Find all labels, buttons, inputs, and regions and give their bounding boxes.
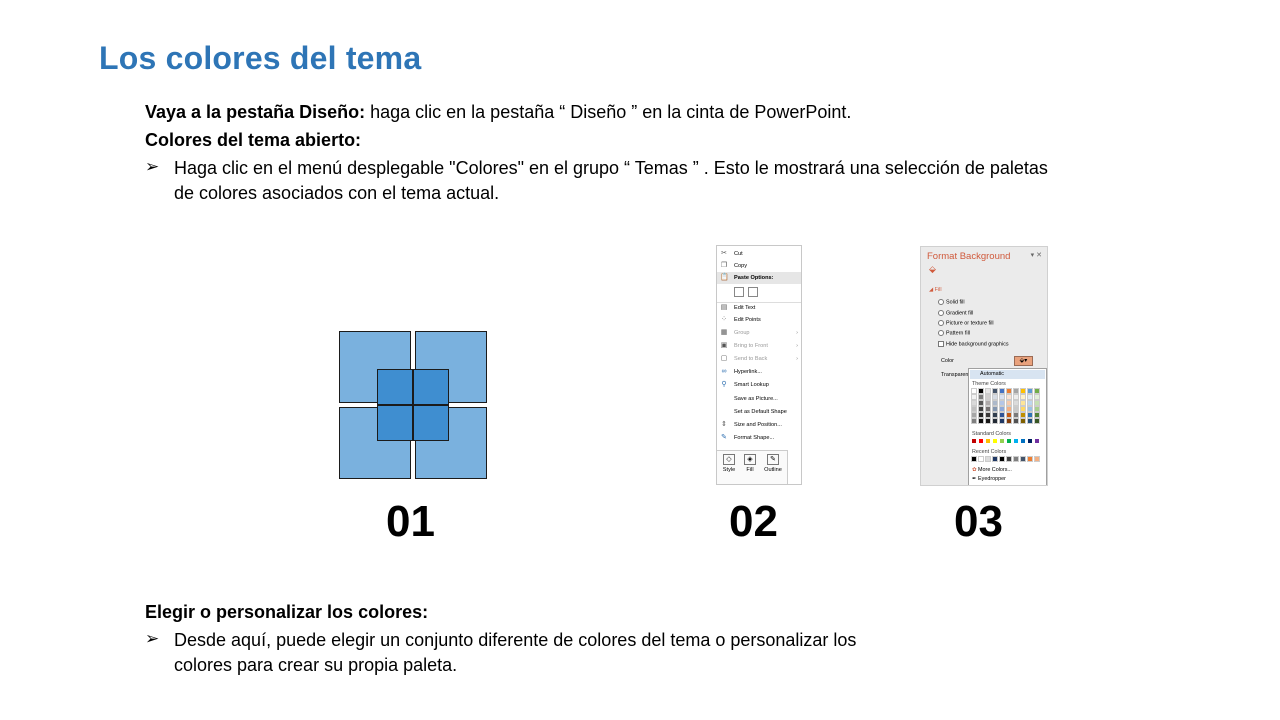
theme-color-swatch[interactable] [986,407,990,411]
theme-color-swatch[interactable] [1000,395,1004,399]
size-icon: ⇕ [721,421,727,428]
style-icon: ◇ [723,454,735,465]
theme-color-swatch[interactable] [1014,413,1018,417]
theme-color-swatch[interactable] [979,419,983,423]
theme-color-swatch[interactable] [1035,401,1039,405]
palette-icon: ✿ [972,467,977,473]
radio-icon [938,299,944,305]
theme-color-swatch[interactable] [986,419,990,423]
eyedropper-icon: ✒ [972,476,977,482]
format-background-screenshot [920,246,1048,486]
standard-color-swatch[interactable] [1000,439,1004,443]
theme-color-swatch[interactable] [1007,419,1011,423]
color-dropdown [968,368,1047,486]
fill-section-header[interactable]: ◢ Fill [929,287,942,293]
theme-color-swatch[interactable] [986,413,990,417]
theme-color-swatch[interactable] [1028,407,1032,411]
theme-colors-label: Theme Colors [972,381,1006,387]
theme-color-swatch[interactable] [972,419,976,423]
theme-color-swatch[interactable] [979,407,983,411]
theme-color-swatch[interactable] [1028,413,1032,417]
recent-color-swatch[interactable] [986,457,990,461]
theme-color-swatch[interactable] [993,413,997,417]
theme-color-swatch[interactable] [1007,407,1011,411]
menu-item-format-shape[interactable]: ✎ Format Shape... [721,434,775,441]
menu-item-set-default-shape[interactable]: Set as Default Shape [734,409,787,415]
theme-color-swatch[interactable] [1028,389,1032,393]
theme-color-swatch[interactable] [972,407,976,411]
radio-icon [938,320,944,326]
menu-item-send-to-back[interactable]: ▢ Send to Back › [720,355,798,362]
bring-front-icon: ▣ [720,342,728,349]
solid-fill-option[interactable]: Solid fill [938,299,965,305]
standard-color-swatch[interactable] [1028,439,1032,443]
square-center-tl [377,369,413,405]
theme-color-swatch[interactable] [1021,419,1025,423]
paste-picture-icon[interactable] [748,287,758,297]
group-icon: ▦ [720,329,728,336]
menu-item-save-as-picture[interactable]: Save as Picture... [734,396,778,402]
theme-color-swatch[interactable] [1028,395,1032,399]
menu-item-size-position[interactable]: ⇕ Size and Position... [721,421,782,428]
theme-color-swatch[interactable] [993,419,997,423]
theme-color-swatch[interactable] [1021,401,1025,405]
theme-color-swatch[interactable] [1014,395,1018,399]
standard-color-swatch[interactable] [1021,439,1025,443]
theme-color-swatch[interactable] [1014,407,1018,411]
theme-color-swatch[interactable] [993,401,997,405]
automatic-color-option[interactable]: Automatic [970,370,1045,379]
pane-close-icon[interactable]: ▾ ✕ [1030,252,1042,259]
theme-color-swatch[interactable] [986,401,990,405]
pattern-fill-option[interactable]: Pattern fill [938,330,970,336]
theme-color-swatch[interactable] [1028,419,1032,423]
theme-color-swatch[interactable] [993,389,997,393]
format-background-title: Format Background [927,251,1011,262]
square-center-bl [377,405,413,441]
transparency-label: Transparen [941,372,969,378]
theme-color-swatch[interactable] [986,389,990,393]
search-icon: ⚲ [721,381,727,388]
bullet-arrow-icon: ➢ [145,629,160,648]
standard-color-swatch[interactable] [993,439,997,443]
standard-color-swatch[interactable] [972,439,976,443]
theme-color-swatch[interactable] [1007,413,1011,417]
recent-color-swatch[interactable] [979,457,983,461]
theme-color-swatch[interactable] [993,407,997,411]
standard-color-swatch[interactable] [1035,439,1039,443]
standard-color-swatch[interactable] [1007,439,1011,443]
step-open-colors-line1: Haga clic en el menú desplegable "Colores" en el grupo “ Temas ” . Esto le mostrará una selección de paletas [174,158,1048,178]
eyedropper-link[interactable]: ✒ Eyedropper [972,476,1006,482]
step-design-tab-bold: Vaya a la pestaña Diseño: [145,102,366,122]
theme-color-swatch[interactable] [972,413,976,417]
recent-color-swatch[interactable] [1035,457,1039,461]
step-design-tab-text: haga clic en la pestaña “ Diseño ” en la cinta de PowerPoint. [365,102,852,122]
bullet-arrow-icon: ➢ [145,157,160,176]
scissors-icon: ✂ [721,250,727,257]
theme-color-swatch[interactable] [1014,401,1018,405]
recent-color-swatch[interactable] [1007,457,1011,461]
theme-colors-icon [339,331,489,481]
standard-color-swatch[interactable] [986,439,990,443]
step-choose-line1: Desde aquí, puede elegir un conjunto diferente de colores del tema o personalizar los [174,630,857,650]
recent-colors-label: Recent Colors [972,449,1007,455]
step-design-tab [145,99,851,125]
fill-bucket-icon[interactable]: ⬙ [929,264,936,274]
theme-color-swatch[interactable] [986,395,990,399]
theme-color-swatch[interactable] [1035,419,1039,423]
more-colors-link[interactable]: ✿ More Colors... [972,467,1012,473]
menu-item-hyperlink[interactable]: ∞ Hyperlink... [721,368,762,375]
theme-color-swatch[interactable] [979,401,983,405]
theme-color-swatch[interactable] [993,395,997,399]
theme-color-swatch[interactable] [979,413,983,417]
recent-color-swatch[interactable] [1000,457,1004,461]
step-number-03: 03 [954,497,1003,546]
step-choose-heading: Elegir o personalizar los colores: [145,602,429,622]
menu-item-group[interactable]: ▦ Group › [720,329,798,336]
theme-color-swatch[interactable] [1000,413,1004,417]
picture-fill-option[interactable]: Picture or texture fill [938,320,994,326]
paste-keep-icon[interactable] [734,287,744,297]
menu-paste-options-header: 📋 Paste Options: [717,272,802,284]
radio-icon [938,310,944,316]
edit-points-icon: ⁘ [721,316,727,323]
theme-color-swatch[interactable] [1035,407,1039,411]
pencil-icon: ✎ [767,454,779,465]
color-picker-button[interactable]: ⬙▾ [1014,356,1033,366]
theme-color-swatch[interactable] [1007,401,1011,405]
theme-color-swatch[interactable] [979,395,983,399]
format-shape-icon: ✎ [721,434,727,441]
theme-color-swatch[interactable] [1014,389,1018,393]
slide-title: Los colores del tema [99,40,422,76]
theme-color-swatch[interactable] [1000,419,1004,423]
menu-item-smart-lookup[interactable]: ⚲ Smart Lookup [721,381,769,388]
menu-item-edit-points[interactable]: ⁘ Edit Points [721,316,761,323]
step-number-01: 01 [386,497,435,546]
step-open-colors-line2: de colores asociados con el tema actual. [174,183,500,203]
copy-icon: ❐ [720,262,728,269]
color-label: Color [941,358,954,364]
context-menu-screenshot [716,245,802,485]
checkbox-icon [938,341,944,347]
recent-color-swatch[interactable] [993,457,997,461]
style-button[interactable]: ◇ Style [722,456,736,473]
standard-colors-label: Standard Colors [972,431,1011,437]
theme-color-swatch[interactable] [1014,419,1018,423]
recent-color-swatch[interactable] [972,457,976,461]
hide-background-graphics-checkbox[interactable]: Hide background graphics [938,341,1009,347]
step-choose-line2: colores para crear su propia paleta. [174,655,458,675]
standard-color-swatch[interactable] [979,439,983,443]
step-open-colors-heading: Colores del tema abierto: [145,130,362,150]
menu-item-copy[interactable]: ❐ Copy [720,262,748,269]
theme-color-swatch[interactable] [1000,389,1004,393]
square-center-tr [413,369,449,405]
theme-color-swatch[interactable] [1035,389,1039,393]
radio-icon [938,330,944,336]
theme-color-swatch[interactable] [972,401,976,405]
paste-option-buttons[interactable] [717,284,802,300]
recent-color-swatch[interactable] [1021,457,1025,461]
theme-color-swatch[interactable] [1028,401,1032,405]
fill-button[interactable]: ◈ Fill [739,454,761,473]
paint-bucket-icon: ◈ [744,454,756,465]
standard-color-swatch[interactable] [1014,439,1018,443]
hyperlink-icon: ∞ [721,368,727,375]
outline-button[interactable]: ✎ Outline [764,456,782,473]
theme-color-swatch[interactable] [1000,401,1004,405]
square-center-br [413,405,449,441]
recent-color-swatch[interactable] [1014,457,1018,461]
recent-color-swatch[interactable] [1028,457,1032,461]
theme-color-swatch[interactable] [1021,389,1025,393]
gradient-fill-option[interactable]: Gradient fill [938,310,973,316]
theme-color-swatch[interactable] [1035,413,1039,417]
theme-color-swatch[interactable] [1035,395,1039,399]
theme-color-swatch[interactable] [972,389,976,393]
menu-item-edit-text[interactable]: ▤ Edit Text [720,304,756,311]
theme-color-swatch[interactable] [1021,407,1025,411]
theme-color-swatch[interactable] [979,389,983,393]
theme-color-swatch[interactable] [1007,395,1011,399]
menu-item-bring-to-front[interactable]: ▣ Bring to Front › [720,342,798,349]
menu-item-cut[interactable]: ✂ Cut [721,250,743,257]
send-back-icon: ▢ [720,355,728,362]
theme-color-swatch[interactable] [1021,395,1025,399]
paste-icon: 📋 [720,274,729,281]
theme-color-swatch[interactable] [1021,413,1025,417]
theme-color-swatch[interactable] [972,395,976,399]
step-number-02: 02 [729,497,778,546]
theme-color-swatch[interactable] [1000,407,1004,411]
edit-text-icon: ▤ [720,304,728,311]
theme-color-swatch[interactable] [1007,389,1011,393]
